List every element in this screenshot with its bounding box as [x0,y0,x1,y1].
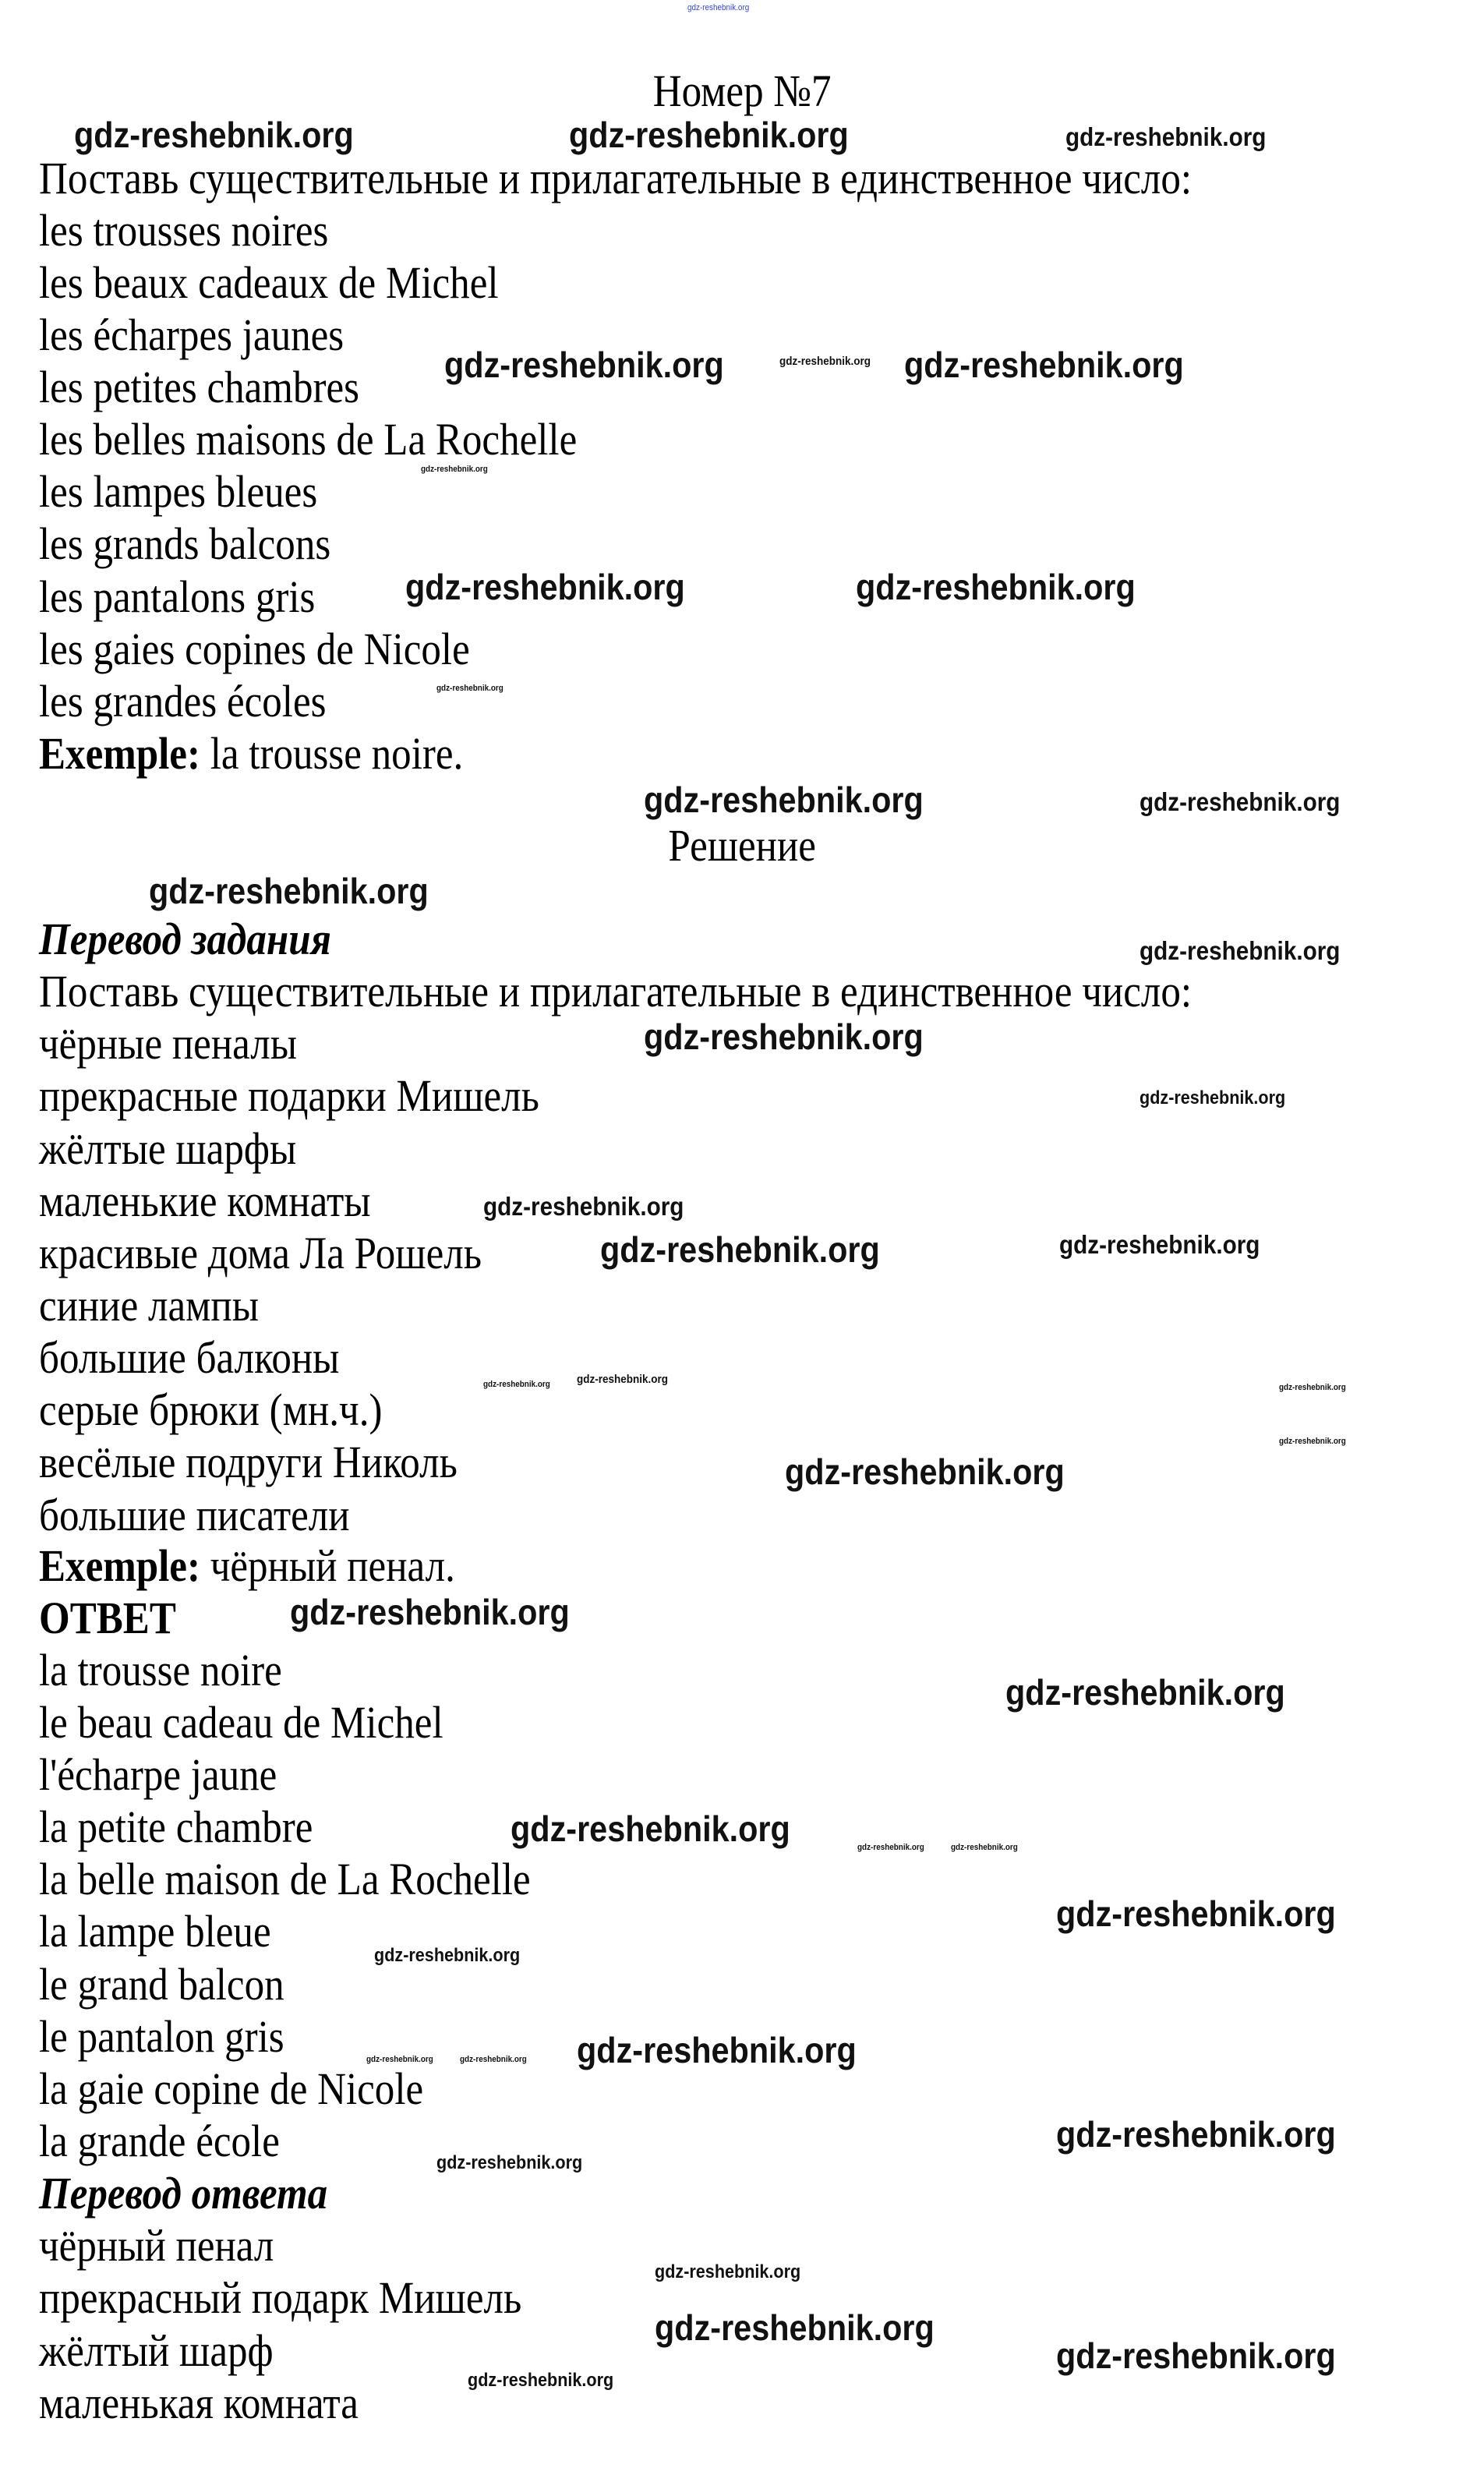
watermark: gdz-reshebnik.org [600,1229,880,1270]
task-item: les grands balcons [39,518,331,569]
answer-item: le grand balcon [39,1959,284,2010]
watermark: gdz-reshebnik.org [1056,1893,1336,1934]
translation-heading: Перевод задания [39,914,331,964]
answer-item: le pantalon gris [39,2011,284,2062]
watermark: gdz-reshebnik.org [1056,2335,1336,2376]
answer-item: la belle maison de La Rochelle [39,1854,531,1904]
translation-item: чёрные пеналы [39,1018,298,1069]
watermark: gdz-reshebnik.org [577,2030,857,2070]
watermark: gdz-reshebnik.org [468,2370,614,2391]
watermark: gdz-reshebnik.org [779,355,871,368]
translation-instruction: Поставь существительные и прилагательные в единственное число: [39,966,1192,1016]
watermark: gdz-reshebnik.org [687,3,750,12]
translation-item: красивые дома Ла Рошель [39,1228,482,1278]
watermark: gdz-reshebnik.org [421,465,488,474]
watermark: gdz-reshebnik.org [1005,1672,1285,1713]
watermark: gdz-reshebnik.org [577,1373,669,1386]
translation-item: большие писатели [39,1490,350,1540]
watermark: gdz-reshebnik.org [374,1945,521,1966]
watermark: gdz-reshebnik.org [290,1592,570,1632]
watermark: gdz-reshebnik.org [436,2152,583,2173]
watermark: gdz-reshebnik.org [1279,1383,1346,1392]
answer-item: la gaie copine de Nicole [39,2063,424,2114]
watermark: gdz-reshebnik.org [785,1451,1065,1492]
watermark: gdz-reshebnik.org [1140,1087,1286,1108]
answer-item: l'écharpe jaune [39,1749,277,1800]
watermark: gdz-reshebnik.org [1279,1437,1346,1446]
translation-item: большие балконы [39,1332,340,1383]
watermark: gdz-reshebnik.org [405,567,685,607]
watermark: gdz-reshebnik.org [1140,787,1341,816]
watermark: gdz-reshebnik.org [1140,936,1341,965]
watermark: gdz-reshebnik.org [1056,2114,1336,2155]
task-item: les gaies copines de Nicole [39,624,470,674]
task-item: les petites chambres [39,362,360,412]
translation-item: синие лампы [39,1280,260,1331]
translation-item: жёлтые шарфы [39,1123,297,1174]
answer-item: le beau cadeau de Michel [39,1697,443,1748]
watermark: gdz-reshebnik.org [483,1192,684,1221]
translation-item: серые брюки (мн.ч.) [39,1384,383,1435]
watermark: gdz-reshebnik.org [569,115,849,155]
translation-example [39,1540,455,1591]
watermark: gdz-reshebnik.org [904,345,1184,385]
watermark: gdz-reshebnik.org [644,780,924,820]
watermark: gdz-reshebnik.org [951,1843,1018,1852]
answer-translation-item: чёрный пенал [39,2220,274,2271]
watermark: gdz-reshebnik.org [644,1016,924,1057]
task-item: les écharpes jaunes [39,309,344,360]
example-label: Exemple: [39,728,200,779]
task-example [39,730,463,777]
watermark: gdz-reshebnik.org [483,1380,550,1389]
task-item: les belles maisons de La Rochelle [39,414,578,465]
translation-item: весёлые подруги Николь [39,1437,458,1487]
answer-translation-item: маленькая комната [39,2378,359,2428]
example-text: чёрный пенал. [200,1540,455,1591]
page-title: Номер №7 [652,65,832,116]
watermark: gdz-reshebnik.org [857,1843,924,1852]
task-item: les beaux cadeaux de Michel [39,257,499,308]
watermark: gdz-reshebnik.org [856,567,1136,607]
watermark: gdz-reshebnik.org [366,2055,433,2064]
task-item: les lampes bleues [39,466,318,517]
watermark: gdz-reshebnik.org [444,345,724,385]
watermark: gdz-reshebnik.org [1065,122,1267,151]
watermark: gdz-reshebnik.org [511,1808,790,1849]
watermark: gdz-reshebnik.org [460,2055,527,2064]
watermark: gdz-reshebnik.org [655,2261,801,2282]
answer-translation-item: прекрасный подарк Мишель [39,2272,522,2323]
watermark: gdz-reshebnik.org [655,2307,935,2348]
watermark: gdz-reshebnik.org [74,115,354,155]
example-label: Exemple: [39,1540,200,1591]
translation-item: прекрасные подарки Мишель [39,1070,539,1121]
answer-item: la grande école [39,2116,280,2166]
answer-item: la lampe bleue [39,1906,271,1957]
example-text: la trousse noire. [200,728,464,779]
translation-item: маленькие комнаты [39,1176,371,1226]
task-item: les grandes écoles [39,676,327,727]
answer-heading: ОТВЕТ [39,1593,176,1643]
answer-translation-item: жёлтый шарф [39,2325,274,2376]
task-instruction: Поставь существительные и прилагательные в единственное число: [39,153,1192,203]
watermark: gdz-reshebnik.org [436,684,504,693]
task-item: les pantalons gris [39,571,316,622]
answer-item: la trousse noire [39,1645,282,1695]
solution-heading: Решение [668,820,816,871]
watermark: gdz-reshebnik.org [1059,1230,1260,1259]
answer-translation-heading: Перевод ответа [39,2168,328,2219]
task-item: les trousses noires [39,205,329,256]
watermark: gdz-reshebnik.org [149,871,429,911]
answer-item: la petite chambre [39,1801,313,1852]
